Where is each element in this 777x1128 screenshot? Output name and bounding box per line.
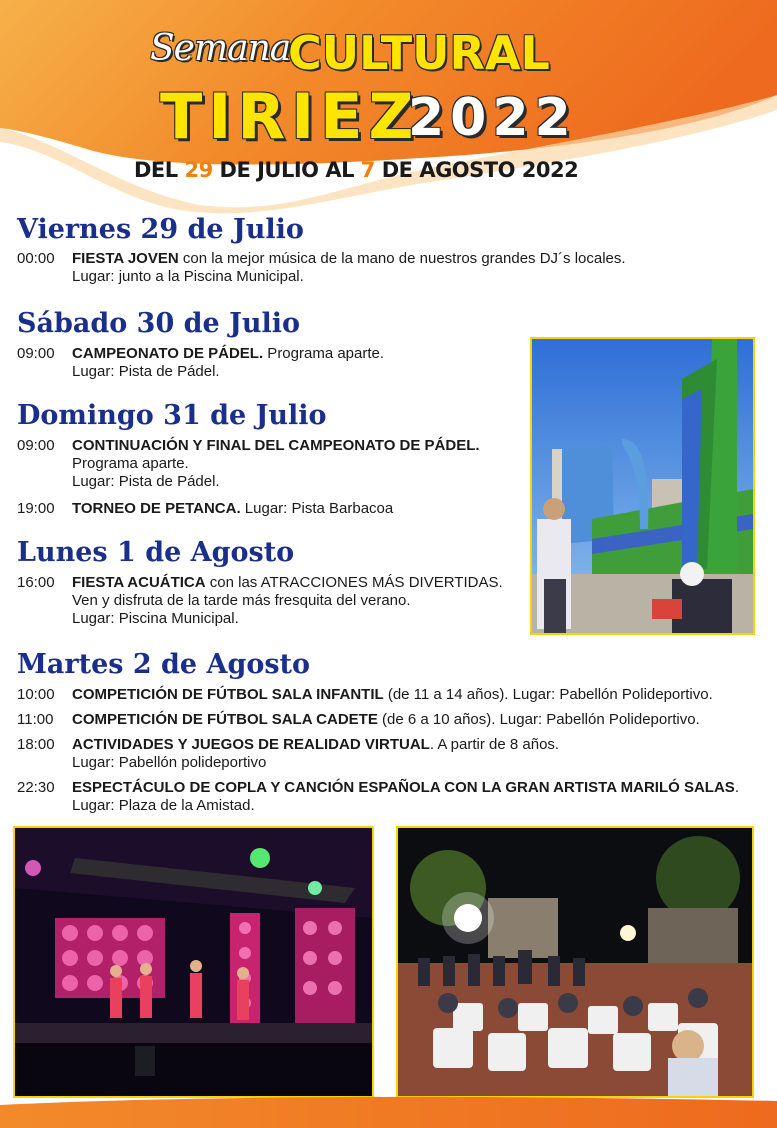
event-desc: . A partir de 8 años. <box>429 736 560 753</box>
event-title: FIESTA JOVEN <box>72 250 179 267</box>
event-title: CAMPEONATO DE PÁDEL. <box>72 345 264 362</box>
event-fiesta-joven <box>17 250 626 286</box>
event-time: 19:00 <box>17 500 55 517</box>
event-desc: Programa aparte. <box>263 345 385 362</box>
day-heading-sabado: Sábado 30 de Julio <box>17 308 301 339</box>
event-title: TORNEO DE PETANCA. <box>72 500 241 517</box>
event-time: 10:00 <box>17 686 55 703</box>
photo-plaza-illustration <box>398 828 752 1096</box>
event-desc-2: Ven y disfruta de la tarde más fresquita del verano. <box>72 592 411 609</box>
event-title: FIESTA ACUÁTICA <box>72 574 206 591</box>
event-time: 18:00 <box>17 736 55 753</box>
photo-inflatable-illustration <box>532 339 753 633</box>
event-futbol-infantil <box>17 686 713 704</box>
photo-concert-stage <box>13 826 374 1098</box>
event-location: Lugar: Plaza de la Amistad. <box>72 797 255 814</box>
footer-band <box>0 1095 777 1128</box>
event-desc: con la mejor música de la mano de nuestros grandes DJ´s locales. <box>178 250 626 267</box>
event-desc: Programa aparte. <box>72 455 189 472</box>
event-desc: (de 11 a 14 años). Lugar: Pabellón Polideportivo. <box>383 686 713 703</box>
dates-mid: DE JULIO AL <box>212 158 361 182</box>
event-title: CONTINUACIÓN Y FINAL DEL CAMPEONATO DE PÁDEL. <box>72 437 480 454</box>
dates-suffix: DE AGOSTO 2022 <box>374 158 579 182</box>
event-campeonato-padel <box>17 345 384 381</box>
event-torneo-petanca <box>17 500 393 518</box>
event-realidad-virtual <box>17 736 559 772</box>
event-location: Lugar: Pista de Pádel. <box>72 473 220 490</box>
event-dates <box>134 158 578 182</box>
event-title: ACTIVIDADES Y JUEGOS DE REALIDAD VIRTUAL <box>72 736 430 753</box>
event-final-padel <box>17 437 480 491</box>
photo-band-plaza <box>396 826 754 1098</box>
event-time: 09:00 <box>17 437 55 454</box>
title-semana: Semana <box>150 28 291 69</box>
day-heading-lunes: Lunes 1 de Agosto <box>17 537 295 568</box>
event-location: Lugar: Pista de Pádel. <box>72 363 220 380</box>
event-time: 16:00 <box>17 574 55 591</box>
title-cultural: CULTURAL <box>288 26 550 80</box>
title-year: 2022 <box>408 88 577 148</box>
day-heading-martes: Martes 2 de Agosto <box>17 649 311 680</box>
day-heading-viernes: Viernes 29 de Julio <box>17 214 304 245</box>
photo-water-inflatable <box>530 337 755 635</box>
event-title: ESPECTÁCULO DE COPLA Y CANCIÓN ESPAÑOLA CON LA GRAN ARTISTA MARILÓ SALAS <box>72 779 735 796</box>
dates-day-end: 7 <box>360 158 375 182</box>
event-title: COMPETICIÓN DE FÚTBOL SALA CADETE <box>72 711 378 728</box>
event-time: 11:00 <box>17 711 54 728</box>
event-location: Lugar: Piscina Municipal. <box>72 610 239 627</box>
event-copla <box>17 779 739 815</box>
event-desc: . <box>734 779 739 796</box>
event-time: 22:30 <box>17 779 55 796</box>
event-time: 09:00 <box>17 345 55 362</box>
event-fiesta-acuatica <box>17 574 503 628</box>
event-location: Lugar: junto a la Piscina Municipal. <box>72 268 304 285</box>
event-title: COMPETICIÓN DE FÚTBOL SALA INFANTIL <box>72 686 384 703</box>
event-desc: (de 6 a 10 años). Lugar: Pabellón Polideportivo. <box>377 711 700 728</box>
dates-prefix: DEL <box>134 158 185 182</box>
event-desc: Lugar: Pista Barbacoa <box>240 500 394 517</box>
photo-stage-illustration <box>15 828 372 1096</box>
event-location: Lugar: Pabellón polideportivo <box>72 754 267 771</box>
title-town: TIRIEZ <box>160 80 420 153</box>
event-time: 00:00 <box>17 250 55 267</box>
event-desc: con las ATRACCIONES MÁS DIVERTIDAS. <box>205 574 503 591</box>
dates-day-start: 29 <box>184 158 213 182</box>
day-heading-domingo: Domingo 31 de Julio <box>17 400 327 431</box>
event-futbol-cadete <box>17 711 700 729</box>
